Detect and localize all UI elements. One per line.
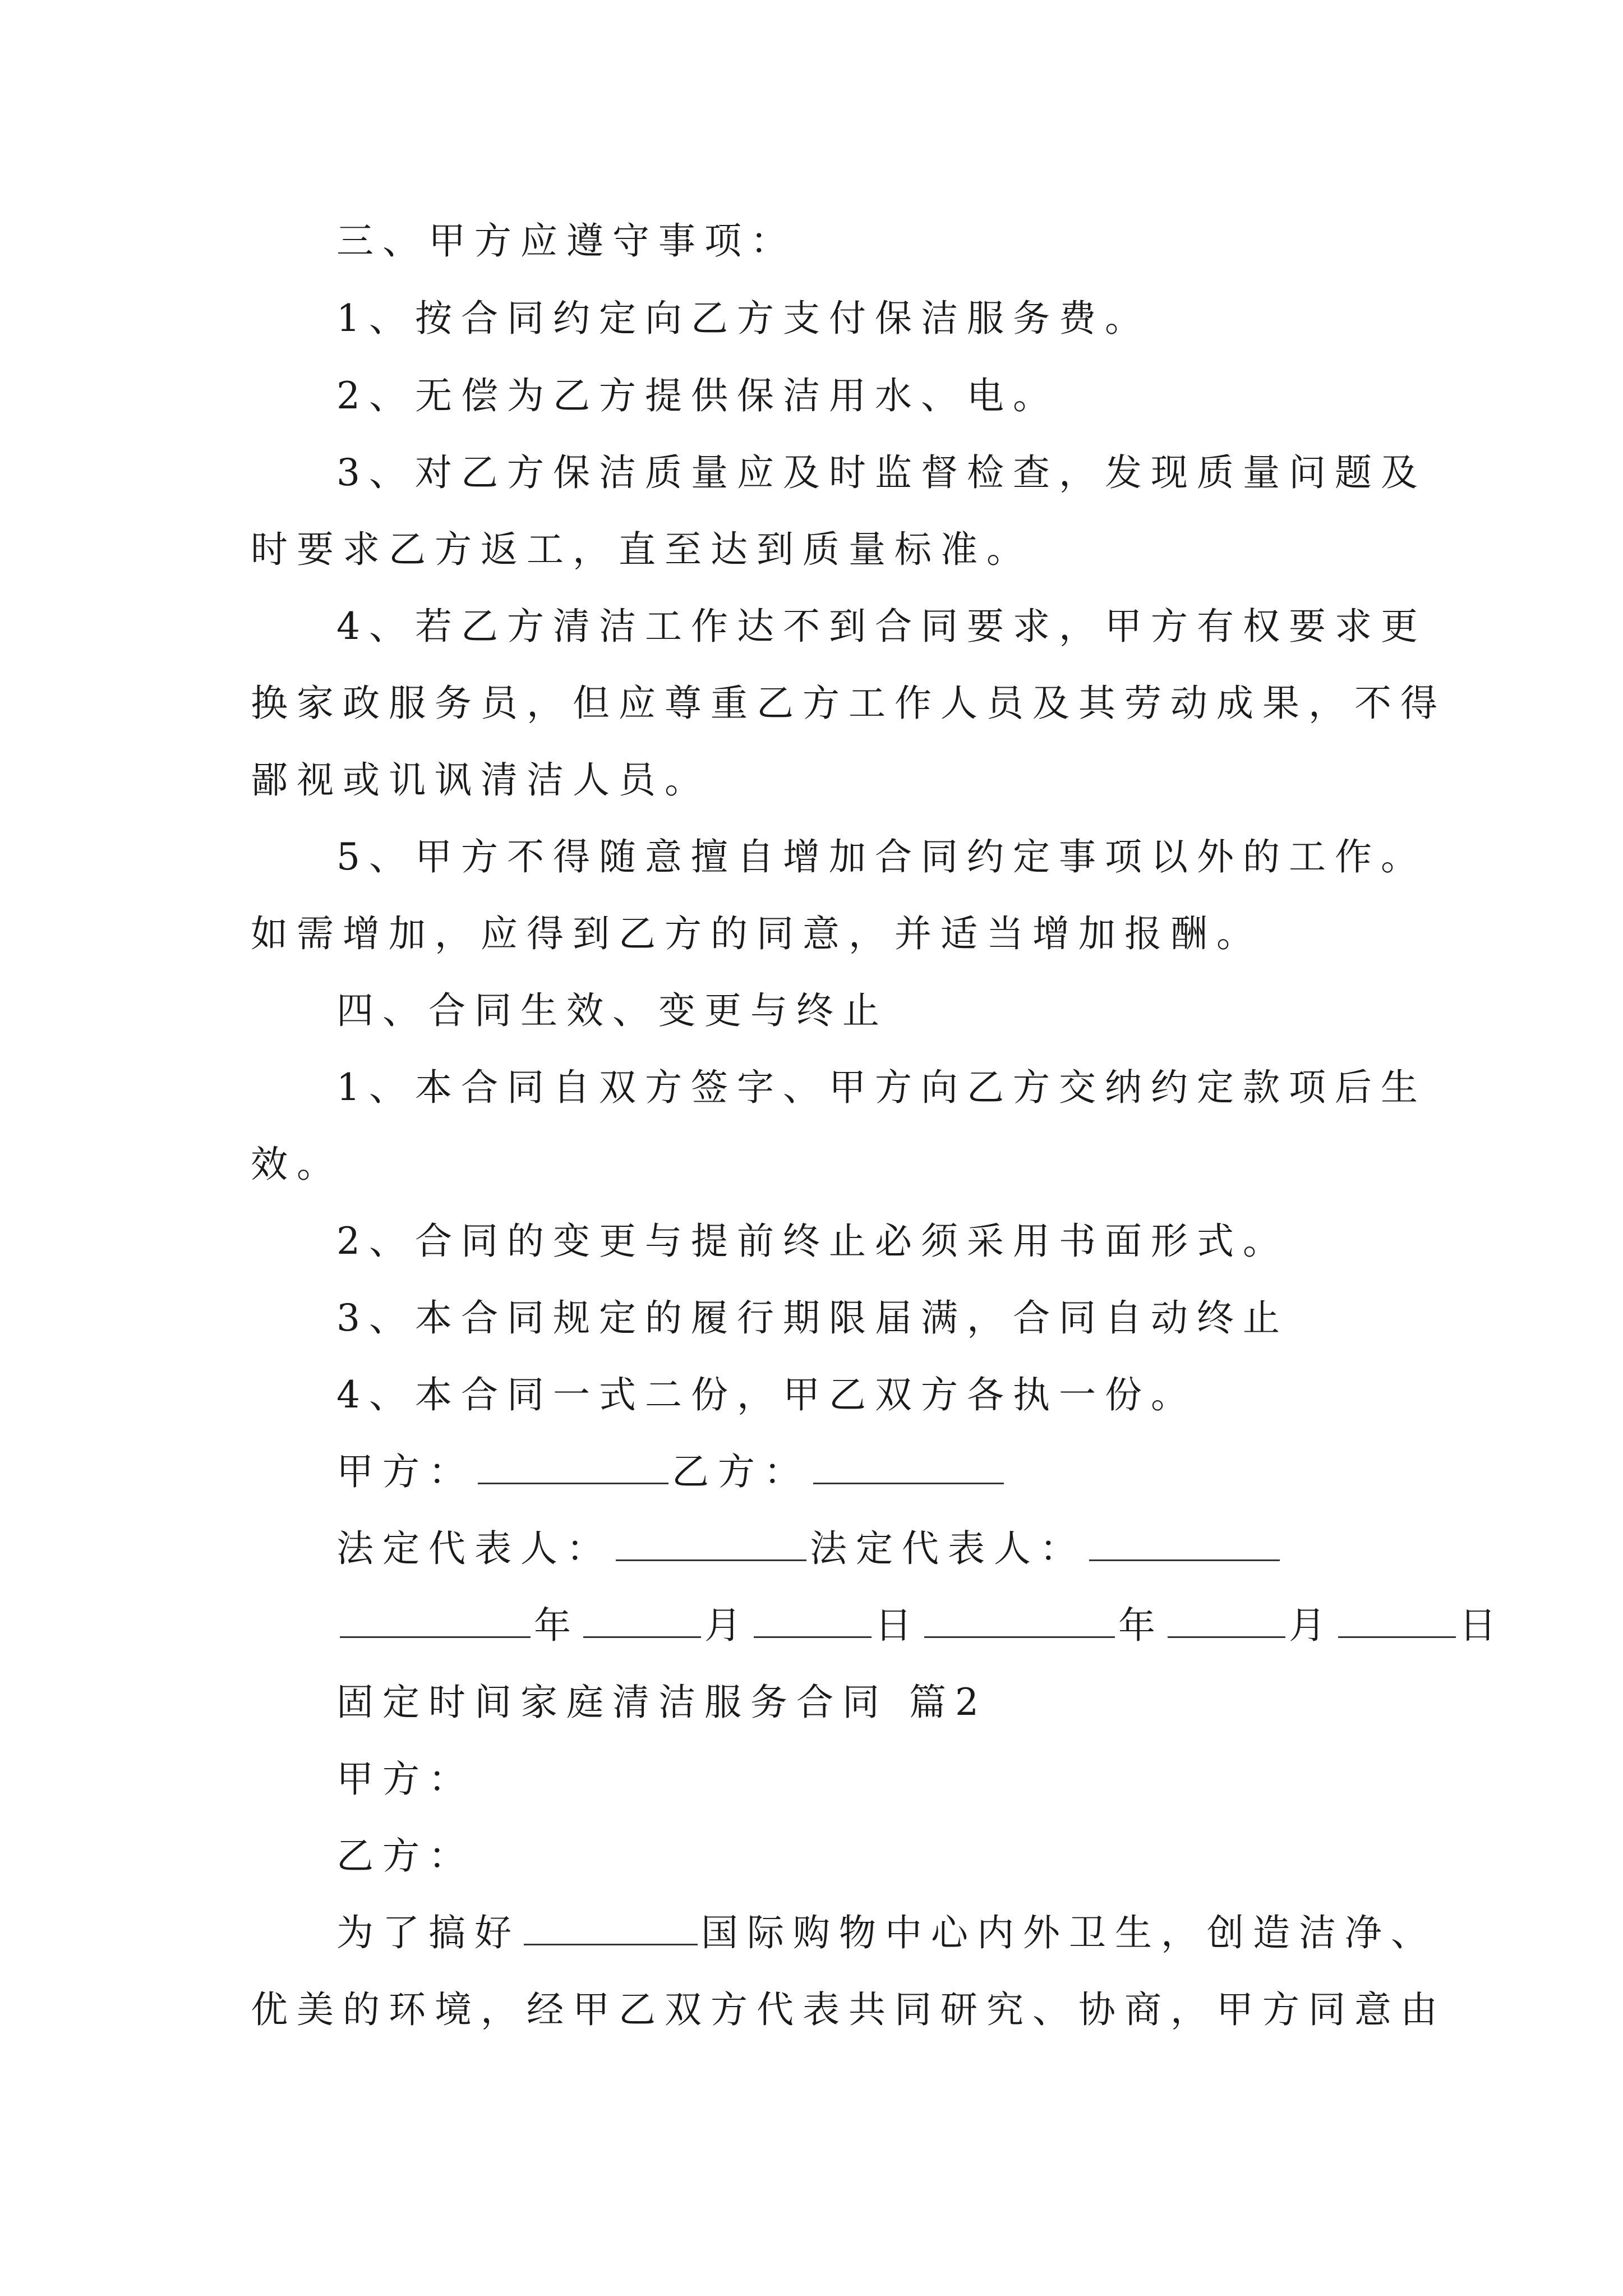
month-a-blank bbox=[583, 1604, 701, 1638]
clause-line: 2、无偿为乙方提供保洁用水、电。 bbox=[336, 374, 1059, 417]
month-b-blank bbox=[1168, 1604, 1285, 1638]
day-b-blank bbox=[1338, 1604, 1456, 1638]
signature-dates bbox=[336, 1600, 1505, 1651]
mall-name-blank bbox=[524, 1911, 698, 1945]
para-prefix: 为了搞好 bbox=[336, 1911, 520, 1954]
clause-line: 2、合同的变更与提前终止必须采用书面形式。 bbox=[336, 1220, 1289, 1263]
clause-line: 如需增加，应得到乙方的同意，并适当增加报酬。 bbox=[251, 912, 1262, 955]
section-heading-4: 四、合同生效、变更与终止 bbox=[336, 989, 888, 1032]
clause-line: 4、若乙方清洁工作达不到合同要求，甲方有权要求更 bbox=[336, 605, 1427, 648]
clause-line: 5、甲方不得随意擅自增加合同约定事项以外的工作。 bbox=[336, 835, 1427, 878]
party-b-blank bbox=[813, 1450, 1004, 1484]
party-a-label: 甲方： bbox=[336, 1450, 474, 1493]
signature-parties bbox=[336, 1447, 1007, 1497]
paragraph-line bbox=[336, 1908, 1437, 1958]
clause-line: 1、按合同约定向乙方支付保洁服务费。 bbox=[336, 297, 1151, 340]
signature-representatives bbox=[336, 1524, 1283, 1574]
year-b-blank bbox=[924, 1604, 1115, 1638]
month-label: 月 bbox=[1289, 1604, 1335, 1647]
clause-line: 换家政服务员，但应尊重乙方工作人员及其劳动成果，不得 bbox=[251, 682, 1446, 725]
rep-a-blank bbox=[616, 1527, 806, 1561]
clause-line: 时要求乙方返工，直至达到质量标准。 bbox=[251, 528, 1032, 571]
rep-a-label: 法定代表人： bbox=[336, 1527, 612, 1570]
clause-line: 1、本合同自双方签字、甲方向乙方交纳约定款项后生 bbox=[336, 1066, 1427, 1109]
section2-party-b: 乙方： bbox=[336, 1834, 474, 1878]
paragraph-line: 优美的环境，经甲乙双方代表共同研究、协商，甲方同意由 bbox=[251, 1988, 1446, 2031]
clause-line: 效。 bbox=[251, 1143, 343, 1186]
section2-party-a: 甲方： bbox=[336, 1757, 474, 1801]
day-label: 日 bbox=[875, 1604, 921, 1647]
rep-b-label: 法定代表人： bbox=[810, 1527, 1086, 1570]
clause-line: 3、本合同规定的履行期限届满，合同自动终止 bbox=[336, 1296, 1289, 1340]
clause-line: 3、对乙方保洁质量应及时监督检查，发现质量问题及 bbox=[336, 451, 1427, 494]
rep-b-blank bbox=[1089, 1527, 1280, 1561]
para-suffix: 国际购物中心内外卫生，创造洁净、 bbox=[701, 1911, 1437, 1954]
year-label: 年 bbox=[534, 1604, 580, 1647]
clause-line: 4、本合同一式二份，甲乙双方各执一份。 bbox=[336, 1373, 1197, 1416]
clause-line: 鄙视或讥讽清洁人员。 bbox=[251, 758, 711, 802]
month-label: 月 bbox=[704, 1604, 750, 1647]
party-a-blank bbox=[478, 1450, 668, 1484]
year-label: 年 bbox=[1118, 1604, 1164, 1647]
section2-title: 固定时间家庭清洁服务合同 篇2 bbox=[336, 1681, 988, 1724]
day-a-blank bbox=[754, 1604, 872, 1638]
party-b-label: 乙方： bbox=[672, 1450, 810, 1493]
year-a-blank bbox=[340, 1604, 531, 1638]
section-heading-3: 三、甲方应遵守事项： bbox=[336, 219, 796, 263]
day-label: 日 bbox=[1459, 1604, 1505, 1647]
